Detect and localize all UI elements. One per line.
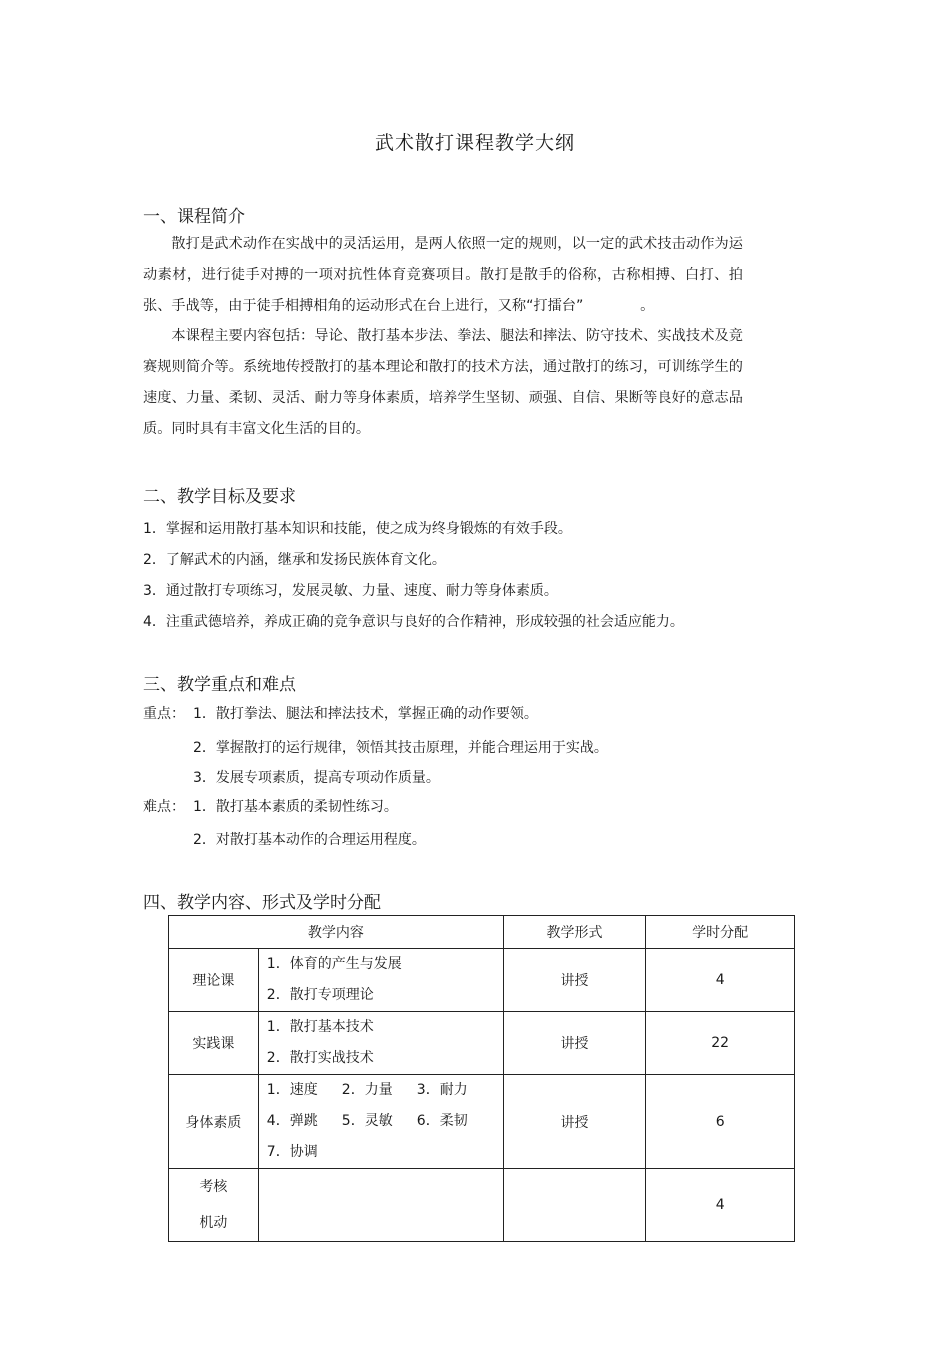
- course-intro-paragraph-1: 散打是武术动作在实战中的灵活运用，是两人依照一定的规则，以一定的武术技击动作为运动素材，进行徒手对搏的一项对抗性体育竞赛项目。散打是散手的俗称，古称相搏、白打、拍张、手战等，由于徒手相搏相角的运动形式在台上进行，又称“打擂台” 。: [143, 236, 743, 314]
- key-point-item: 1．散打拳法、腿法和摔法技术，掌握正确的动作要领。: [193, 706, 538, 722]
- key-point-item: 2．掌握散打的运行规律，领悟其技击原理，并能合理运用于实战。: [193, 740, 608, 756]
- table-row: [169, 1012, 795, 1075]
- difficult-points-label: 难点：: [143, 799, 185, 815]
- row-category: 理论课: [169, 949, 259, 1012]
- row-content-empty: [258, 1169, 503, 1242]
- key-point-item: 3．发展专项素质，提高专项动作质量。: [193, 770, 440, 786]
- goal-item: 3．通过散打专项练习，发展灵敏、力量、速度、耐力等身体素质。: [143, 583, 558, 599]
- table-row: [169, 1169, 795, 1242]
- header-content: 教学内容: [169, 916, 504, 949]
- quality-item: 3．耐力: [416, 1082, 468, 1098]
- header-hours: 学时分配: [646, 916, 795, 949]
- section-2-heading: 二、教学目标及要求: [143, 487, 296, 507]
- row-form: 讲授: [503, 949, 646, 1012]
- section-1-heading: 一、课程简介: [143, 207, 245, 227]
- flex-label: 机动: [199, 1215, 228, 1231]
- row-form: 讲授: [503, 1075, 646, 1169]
- row-hours: 22: [646, 1012, 795, 1075]
- row-hours: 4: [646, 949, 795, 1012]
- quality-item: 5．灵敏: [341, 1113, 393, 1129]
- section-3-heading: 三、教学重点和难点: [143, 675, 296, 695]
- row-content: [258, 1075, 503, 1169]
- quality-item: 4．弹跳: [266, 1113, 318, 1129]
- quality-item: 1．速度: [266, 1082, 318, 1098]
- content-item: 2．散打实战技术: [266, 1050, 374, 1066]
- section-4-heading: 四、教学内容、形式及学时分配: [143, 893, 381, 913]
- quality-item: 6．柔韧: [416, 1113, 468, 1129]
- row-hours: 6: [646, 1075, 795, 1169]
- content-item: 1．体育的产生与发展: [266, 956, 402, 972]
- schedule-table: [168, 915, 795, 1242]
- row-content: [258, 1012, 503, 1075]
- difficult-point-item: 2．对散打基本动作的合理运用程度。: [193, 832, 426, 848]
- course-intro-paragraph-2: 本课程主要内容包括：导论、散打基本步法、拳法、腿法和摔法、防守技术、实战技术及竞赛规则简介等。系统地传授散打的基本理论和散打的技术方法，通过散打的练习，可训练学生的速度、力量、柔韧、灵活、耐力等身体素质，培养学生坚韧、顽强、自信、果断等良好的意志品质。同时具有丰富文化生活的目的。: [143, 328, 743, 437]
- quality-item: 7．协调: [266, 1144, 318, 1160]
- row-hours: 4: [646, 1169, 795, 1242]
- table-row: [169, 949, 795, 1012]
- content-item: 1．散打基本技术: [266, 1019, 374, 1035]
- content-item: 2．散打专项理论: [266, 987, 374, 1003]
- key-points-label: 重点：: [143, 706, 185, 722]
- row-form-empty: [503, 1169, 646, 1242]
- difficult-point-item: 1．散打基本素质的柔韧性练习。: [193, 799, 398, 815]
- row-category: [169, 1169, 259, 1242]
- goal-item: 1．掌握和运用散打基本知识和技能，使之成为终身锻炼的有效手段。: [143, 521, 572, 537]
- table-row: [169, 1075, 795, 1169]
- table-header-row: [169, 916, 795, 949]
- page-title: 武术散打课程教学大纲: [374, 132, 575, 154]
- header-form: 教学形式: [503, 916, 646, 949]
- row-content: [258, 949, 503, 1012]
- row-category: 身体素质: [169, 1075, 259, 1169]
- goal-item: 4．注重武德培养，养成正确的竞争意识与良好的合作精神，形成较强的社会适应能力。: [143, 614, 684, 630]
- exam-label: 考核: [199, 1179, 228, 1195]
- row-category: 实践课: [169, 1012, 259, 1075]
- goal-item: 2．了解武术的内涵，继承和发扬民族体育文化。: [143, 552, 446, 568]
- quality-grid: [259, 1075, 503, 1168]
- quality-item: 2．力量: [341, 1082, 393, 1098]
- row-form: 讲授: [503, 1012, 646, 1075]
